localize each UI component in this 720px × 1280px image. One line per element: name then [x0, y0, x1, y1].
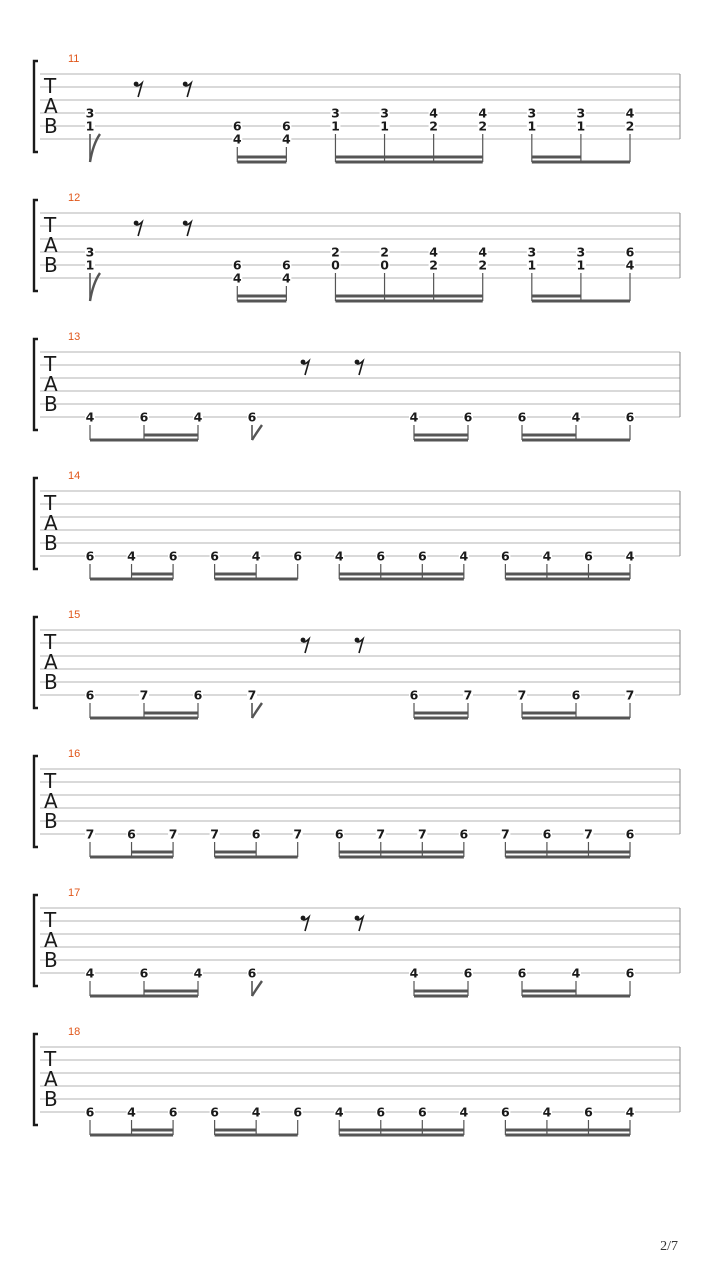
fret-number: 6: [85, 1104, 95, 1120]
fret-number: 7: [210, 826, 219, 842]
fret-number: 2: [331, 244, 340, 260]
fret-number: 4: [85, 409, 95, 425]
tab-clef-letter: B: [44, 670, 58, 694]
fret-number: 4: [282, 131, 291, 147]
tab-clef-letter: A: [44, 1067, 58, 1091]
fret-number: 4: [334, 1104, 344, 1120]
fret-number: 4: [251, 1104, 261, 1120]
tab-clef-letter: A: [44, 789, 58, 813]
fret-number: 6: [376, 548, 386, 564]
fret-number: 6: [571, 687, 581, 703]
note-flag: [252, 703, 262, 718]
fret-number: 4: [459, 1104, 469, 1120]
fret-number: 4: [542, 1104, 552, 1120]
page-number: 2/7: [660, 1239, 678, 1254]
system-bracket: [34, 617, 38, 708]
tab-clef-letter: A: [44, 372, 58, 396]
fret-number: 4: [193, 965, 203, 981]
tab-clef-letter: B: [44, 948, 58, 972]
tab-system: [34, 1026, 680, 1135]
fret-number: 4: [232, 131, 242, 147]
fret-number: 3: [576, 244, 586, 260]
fret-number: 6: [282, 118, 291, 134]
fret-number: 6: [542, 826, 552, 842]
fret-number: 1: [380, 118, 389, 134]
fret-number: 6: [625, 244, 635, 260]
fret-number: 2: [478, 118, 488, 134]
fret-number: 7: [168, 826, 178, 842]
fret-number: 7: [517, 687, 527, 703]
fret-number: 6: [584, 548, 593, 564]
eighth-rest: [134, 221, 142, 236]
tab-system: [34, 748, 680, 857]
tab-clef-letter: A: [44, 928, 58, 952]
fret-number: 6: [210, 1104, 219, 1120]
fret-number: 6: [517, 965, 527, 981]
fret-number: 4: [334, 548, 344, 564]
fret-number: 6: [247, 409, 257, 425]
fret-number: 6: [625, 965, 635, 981]
measure-number: 17: [68, 887, 81, 899]
measure-number: 14: [68, 470, 81, 482]
fret-number: 1: [576, 118, 586, 134]
fret-number: 6: [463, 965, 473, 981]
fret-number: 4: [571, 409, 581, 425]
fret-number: 6: [168, 1104, 178, 1120]
fret-number: 7: [293, 826, 303, 842]
measure-number: 13: [68, 331, 81, 343]
tab-clef-letter: B: [44, 253, 58, 277]
fret-number: 6: [625, 409, 635, 425]
fret-number: 6: [501, 1104, 510, 1120]
fret-number: 7: [417, 826, 427, 842]
tab-clef-letter: B: [44, 809, 58, 833]
fret-number: 3: [85, 244, 95, 260]
system-bracket: [34, 895, 38, 986]
fret-number: 1: [331, 118, 340, 134]
fret-number: 6: [417, 1104, 427, 1120]
fret-number: 6: [247, 965, 257, 981]
measure-number: 15: [68, 609, 81, 621]
fret-number: 7: [584, 826, 593, 842]
fret-number: 6: [293, 548, 303, 564]
fret-number: 6: [625, 826, 635, 842]
tab-clef-letter: B: [44, 114, 58, 138]
fret-number: 6: [232, 118, 242, 134]
fret-number: 3: [527, 105, 537, 121]
eighth-rest: [355, 360, 363, 375]
fret-number: 4: [478, 105, 488, 121]
fret-number: 3: [331, 105, 340, 121]
tab-clef-letter: B: [44, 392, 58, 416]
fret-number: 6: [463, 409, 473, 425]
fret-number: 6: [517, 409, 527, 425]
tab-system: [34, 609, 680, 718]
fret-number: 4: [232, 270, 242, 286]
fret-number: 2: [429, 118, 438, 134]
fret-number: 6: [459, 826, 469, 842]
fret-number: 4: [85, 965, 95, 981]
tab-clef-letter: T: [44, 769, 57, 793]
fret-number: 4: [571, 965, 581, 981]
fret-number: 3: [576, 105, 586, 121]
eighth-rest: [355, 638, 363, 653]
fret-number: 2: [380, 244, 389, 260]
fret-number: 4: [429, 244, 438, 260]
fret-number: 2: [429, 257, 438, 273]
measure-number: 12: [68, 192, 81, 204]
note-flag: [252, 425, 262, 440]
eighth-rest: [301, 360, 309, 375]
eighth-rest: [183, 82, 191, 97]
fret-number: 6: [193, 687, 203, 703]
fret-number: 4: [409, 409, 419, 425]
fret-number: 4: [478, 244, 488, 260]
tab-clef-letter: A: [44, 233, 58, 257]
fret-number: 6: [139, 965, 149, 981]
fret-number: 7: [139, 687, 149, 703]
fret-number: 4: [625, 257, 635, 273]
tab-system: [34, 331, 680, 440]
tab-clef-letter: T: [44, 1047, 57, 1071]
measure-number: 11: [68, 53, 80, 65]
tab-clef-letter: B: [44, 531, 58, 555]
tab-clef-letter: B: [44, 1087, 58, 1111]
fret-number: 6: [85, 687, 95, 703]
tab-system: [34, 192, 680, 301]
fret-number: 6: [417, 548, 427, 564]
note-flag: [90, 273, 100, 301]
fret-number: 6: [85, 548, 95, 564]
fret-number: 0: [380, 257, 389, 273]
fret-number: 6: [232, 257, 242, 273]
fret-number: 4: [625, 1104, 635, 1120]
fret-number: 3: [527, 244, 537, 260]
tab-clef-letter: T: [44, 213, 57, 237]
fret-number: 6: [334, 826, 344, 842]
fret-number: 6: [127, 826, 136, 842]
fret-number: 1: [527, 118, 537, 134]
measure-number: 16: [68, 748, 81, 760]
fret-number: 2: [625, 118, 635, 134]
tab-clef-letter: A: [44, 650, 58, 674]
fret-number: 4: [282, 270, 291, 286]
fret-number: 7: [463, 687, 473, 703]
fret-number: 4: [429, 105, 438, 121]
fret-number: 6: [168, 548, 178, 564]
tab-clef-letter: A: [44, 511, 58, 535]
fret-number: 2: [478, 257, 488, 273]
fret-number: 7: [247, 687, 257, 703]
tab-clef-letter: T: [44, 908, 57, 932]
fret-number: 6: [210, 548, 219, 564]
fret-number: 1: [576, 257, 586, 273]
measure-number: 18: [68, 1026, 81, 1038]
eighth-rest: [301, 916, 309, 931]
fret-number: 7: [625, 687, 635, 703]
fret-number: 7: [376, 826, 386, 842]
fret-number: 4: [409, 965, 419, 981]
eighth-rest: [301, 638, 309, 653]
fret-number: 4: [625, 548, 635, 564]
fret-number: 7: [85, 826, 95, 842]
fret-number: 3: [85, 105, 95, 121]
tab-clef-letter: T: [44, 74, 57, 98]
fret-number: 1: [527, 257, 537, 273]
fret-number: 1: [85, 257, 95, 273]
fret-number: 6: [501, 548, 510, 564]
system-bracket: [34, 1034, 38, 1125]
fret-number: 6: [139, 409, 149, 425]
tab-clef-letter: A: [44, 94, 58, 118]
fret-number: 4: [127, 548, 136, 564]
tab-system: [34, 887, 680, 996]
tab-clef-letter: T: [44, 352, 57, 376]
tab-system: [34, 470, 680, 579]
system-bracket: [34, 478, 38, 569]
fret-number: 6: [282, 257, 291, 273]
system-bracket: [34, 61, 38, 152]
fret-number: 6: [409, 687, 419, 703]
fret-number: 6: [293, 1104, 303, 1120]
system-bracket: [34, 339, 38, 430]
system-bracket: [34, 756, 38, 847]
eighth-rest: [134, 82, 142, 97]
system-bracket: [34, 200, 38, 291]
fret-number: 0: [331, 257, 340, 273]
fret-number: 4: [193, 409, 203, 425]
fret-number: 4: [542, 548, 552, 564]
fret-number: 4: [251, 548, 261, 564]
tab-clef-letter: T: [44, 630, 57, 654]
fret-number: 7: [501, 826, 510, 842]
fret-number: 6: [584, 1104, 593, 1120]
tab-system: [34, 53, 680, 162]
eighth-rest: [183, 221, 191, 236]
fret-number: 6: [251, 826, 261, 842]
fret-number: 1: [85, 118, 95, 134]
note-flag: [252, 981, 262, 996]
fret-number: 4: [459, 548, 469, 564]
fret-number: 6: [376, 1104, 386, 1120]
fret-number: 4: [625, 105, 635, 121]
fret-number: 3: [380, 105, 389, 121]
tab-clef-letter: T: [44, 491, 57, 515]
fret-number: 4: [127, 1104, 136, 1120]
eighth-rest: [355, 916, 363, 931]
note-flag: [90, 134, 100, 162]
